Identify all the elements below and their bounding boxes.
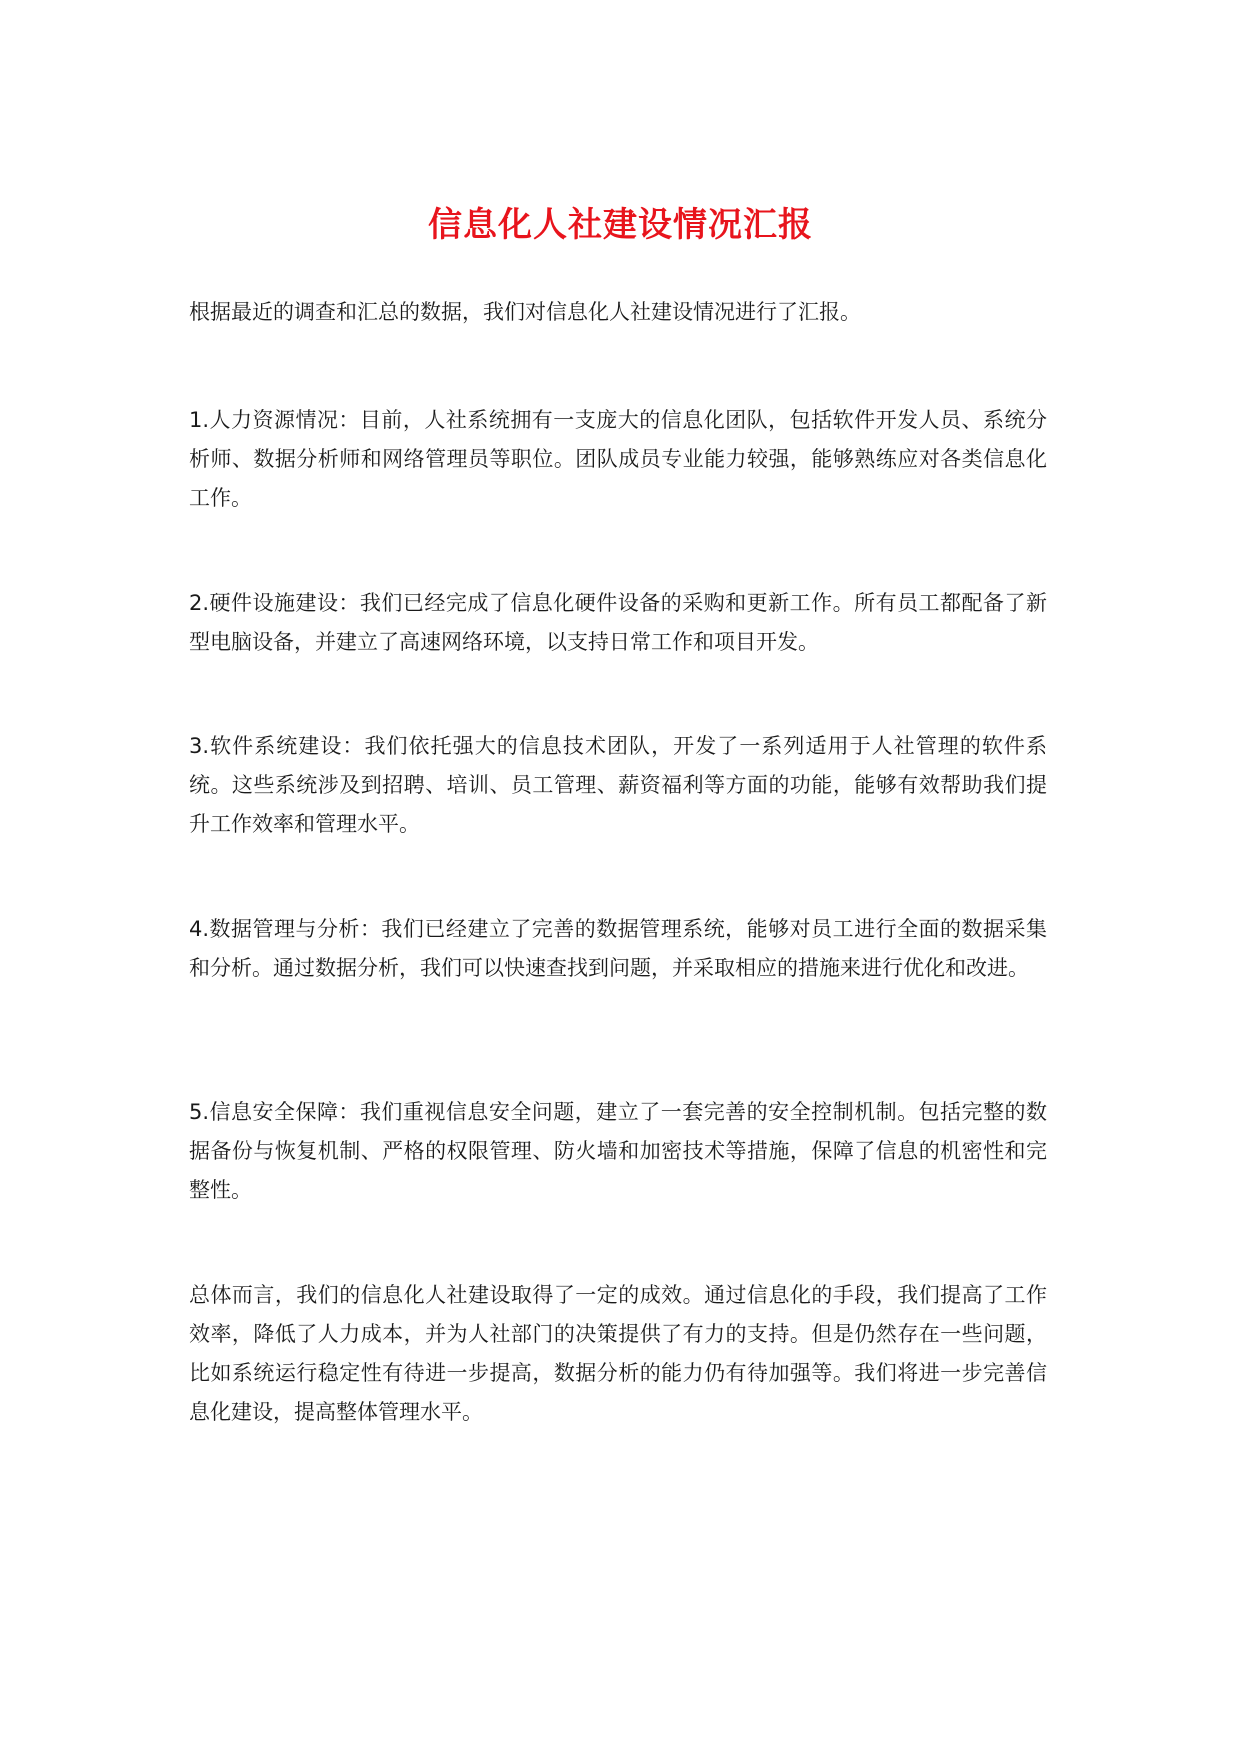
section-paragraph-5: 5.信息安全保障：我们重视信息安全问题，建立了一套完善的安全控制机制。包括完整的数据备份与恢复机制、严格的权限管理、防火墙和加密技术等措施，保障了信息的机密性和完整性。 [189,1100,1047,1202]
section-paragraph-3: 3.软件系统建设：我们依托强大的信息技术团队，开发了一系列适用于人社管理的软件系统。这些系统涉及到招聘、培训、员工管理、薪资福利等方面的功能，能够有效帮助我们提升工作效率和管理水平。 [189,734,1047,836]
section-paragraph-1: 1.人力资源情况：目前，人社系统拥有一支庞大的信息化团队，包括软件开发人员、系统分析师、数据分析师和网络管理员等职位。团队成员专业能力较强，能够熟练应对各类信息化工作。 [189,408,1047,510]
document-title: 信息化人社建设情况汇报 [428,204,813,245]
section-paragraph-4: 4.数据管理与分析：我们已经建立了完善的数据管理系统，能够对员工进行全面的数据采集和分析。通过数据分析，我们可以快速查找到问题，并采取相应的措施来进行优化和改进。 [189,917,1047,980]
intro-paragraph: 根据最近的调查和汇总的数据，我们对信息化人社建设情况进行了汇报。 [189,300,861,324]
conclusion-paragraph: 总体而言，我们的信息化人社建设取得了一定的成效。通过信息化的手段，我们提高了工作效率，降低了人力成本，并为人社部门的决策提供了有力的支持。但是仍然存在一些问题，比如系统运行稳定性有待进一步提高，数据分析的能力仍有待加强等。我们将进一步完善信息化建设，提高整体管理水平。 [189,1283,1047,1424]
section-paragraph-2: 2.硬件设施建设：我们已经完成了信息化硬件设备的采购和更新工作。所有员工都配备了新型电脑设备，并建立了高速网络环境，以支持日常工作和项目开发。 [189,591,1047,654]
